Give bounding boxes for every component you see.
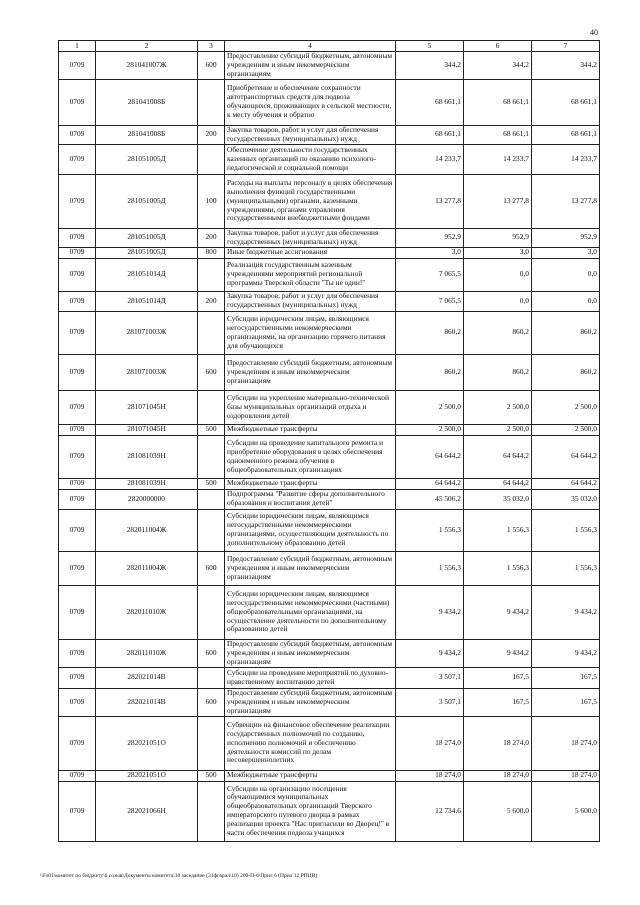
amount-col6-cell: 9 434,2 [464, 585, 532, 639]
expense-type-cell [198, 781, 225, 841]
amount-col6-cell: 3,0 [464, 247, 532, 258]
target-article-cell: 281051005Д [96, 228, 198, 247]
section-code-cell: 0709 [59, 478, 96, 489]
amount-col5-cell: 2 500,0 [396, 390, 464, 424]
expense-type-cell: 200 [198, 125, 225, 144]
section-code-cell: 0709 [59, 291, 96, 311]
amount-col7-cell: 64 644,2 [532, 478, 600, 489]
description-cell: Закупка товаров, работ и услуг для обеспечения государственных (муниципальных) нужд [225, 291, 396, 311]
section-code-cell: 0709 [59, 247, 96, 258]
table-row [59, 291, 600, 311]
amount-col5-cell: 3 507,1 [396, 667, 464, 688]
target-article-cell: 281041007Ж [96, 52, 198, 80]
section-code-cell: 0709 [59, 770, 96, 781]
header-col-5: 5 [396, 41, 464, 52]
description-cell: Субсидии юридическим лицам, являющимся негосударственными некоммерческими организациями, осуществляющим деятельность по дополнительному образованию детей [225, 509, 396, 551]
amount-col5-cell: 9 434,2 [396, 585, 464, 639]
description-cell: Приобретение и обеспечение сохранности автотранспортных средств для подвоза обучающихся, проживающих в сельской местности, к месту обучения и обратно [225, 79, 396, 125]
table-row [59, 509, 600, 551]
amount-col5-cell: 18 274,0 [396, 716, 464, 770]
expense-type-cell [198, 435, 225, 478]
section-code-cell: 0709 [59, 174, 96, 228]
expense-type-cell: 500 [198, 770, 225, 781]
amount-col6-cell: 952,9 [464, 228, 532, 247]
expense-type-cell: 600 [198, 551, 225, 585]
target-article-cell: 281051005Д [96, 144, 198, 174]
amount-col7-cell: 952,9 [532, 228, 600, 247]
amount-col7-cell: 0,0 [532, 258, 600, 291]
target-article-cell: 281041008Б [96, 79, 198, 125]
description-cell: Иные бюджетные ассигнования [225, 247, 396, 258]
amount-col5-cell: 952,9 [396, 228, 464, 247]
amount-col5-cell: 1 556,3 [396, 509, 464, 551]
section-code-cell: 0709 [59, 52, 96, 80]
amount-col6-cell: 0,0 [464, 291, 532, 311]
amount-col5-cell: 3 507,1 [396, 688, 464, 716]
amount-col6-cell: 68 661,1 [464, 79, 532, 125]
amount-col5-cell: 860,2 [396, 354, 464, 390]
description-cell: Предоставление субсидий бюджетным, автономным учреждениям и иным некоммерческим организациям [225, 52, 396, 80]
target-article-cell: 2820000000 [96, 489, 198, 509]
target-article-cell: 281081039Н [96, 478, 198, 489]
header-col-7: 7 [532, 41, 600, 52]
header-col-6: 6 [464, 41, 532, 52]
target-article-cell: 281081039Н [96, 435, 198, 478]
amount-col6-cell: 64 644,2 [464, 478, 532, 489]
target-article-cell: 281071045Н [96, 424, 198, 435]
section-code-cell: 0709 [59, 667, 96, 688]
expense-type-cell [198, 667, 225, 688]
expense-type-cell: 600 [198, 52, 225, 80]
amount-col7-cell: 5 600,0 [532, 781, 600, 841]
amount-col6-cell: 860,2 [464, 354, 532, 390]
amount-col7-cell: 167,5 [532, 688, 600, 716]
description-cell: Закупка товаров, работ и услуг для обеспечения государственных (муниципальных) нужд [225, 228, 396, 247]
section-code-cell: 0709 [59, 509, 96, 551]
amount-col5-cell: 68 661,1 [396, 125, 464, 144]
section-code-cell: 0709 [59, 258, 96, 291]
amount-col6-cell: 68 661,1 [464, 125, 532, 144]
target-article-cell: 282011010Ж [96, 639, 198, 667]
amount-col6-cell: 35 032,0 [464, 489, 532, 509]
section-code-cell: 0709 [59, 688, 96, 716]
expense-type-cell [198, 716, 225, 770]
expense-type-cell: 500 [198, 424, 225, 435]
amount-col5-cell: 7 065,5 [396, 258, 464, 291]
table-row [59, 435, 600, 478]
amount-col6-cell: 14 233,7 [464, 144, 532, 174]
description-cell: Межбюджетные трансферты [225, 424, 396, 435]
section-code-cell: 0709 [59, 354, 96, 390]
amount-col6-cell: 18 274,0 [464, 770, 532, 781]
amount-col6-cell: 344,2 [464, 52, 532, 80]
target-article-cell: 281071045Н [96, 390, 198, 424]
table-row [59, 144, 600, 174]
amount-col5-cell: 13 277,8 [396, 174, 464, 228]
target-article-cell: 282021066Н [96, 781, 198, 841]
amount-col7-cell: 9 434,2 [532, 639, 600, 667]
table-row [59, 52, 600, 80]
amount-col7-cell: 64 644,2 [532, 435, 600, 478]
target-article-cell: 282021014В [96, 667, 198, 688]
amount-col7-cell: 167,5 [532, 667, 600, 688]
amount-col6-cell: 18 274,0 [464, 716, 532, 770]
description-cell: Субсидии на проведение капитального ремонта и приобретение оборудования в целях обеспечения одноименного режима обучения в общеобразовательных организациях [225, 435, 396, 478]
description-cell: Субсидии на проведение мероприятий по духовно-нравственному воспитанию детей [225, 667, 396, 688]
table-row [59, 354, 600, 390]
amount-col7-cell: 9 434,2 [532, 585, 600, 639]
description-cell: Субсидии юридическим лицам, являющимся негосударственными некоммерческими (частными) общеобразовательными организациями, на осуществление деятельности по дополнительному образованию детей [225, 585, 396, 639]
amount-col7-cell: 344,2 [532, 52, 600, 80]
amount-col5-cell: 18 274,0 [396, 770, 464, 781]
amount-col6-cell: 2 500,0 [464, 390, 532, 424]
description-cell: Субвенции на финансовое обеспечение реализации государственных полномочий по созданию, исполнению полномочий и обеспечению деятельности комиссий по делам несовершеннолетних [225, 716, 396, 770]
amount-col7-cell: 68 661,1 [532, 79, 600, 125]
amount-col6-cell: 167,5 [464, 667, 532, 688]
amount-col5-cell: 2 500,0 [396, 424, 464, 435]
expense-type-cell [198, 311, 225, 354]
amount-col5-cell: 68 661,1 [396, 79, 464, 125]
file-path-footer: \\Fs01\комитет по бюджету\6 созыв\Документы комитета\10 заседание (31фгврал\10) 209-П-6\Прил 6 (Прил 12 РПЦВ) [40, 873, 318, 879]
target-article-cell: 281071003Ж [96, 311, 198, 354]
section-code-cell: 0709 [59, 716, 96, 770]
section-code-cell: 0709 [59, 311, 96, 354]
target-article-cell: 281051005Д [96, 174, 198, 228]
expense-type-cell: 600 [198, 688, 225, 716]
section-code-cell: 0709 [59, 639, 96, 667]
expense-type-cell [198, 79, 225, 125]
expense-type-cell [198, 144, 225, 174]
amount-col6-cell: 9 434,2 [464, 639, 532, 667]
expense-type-cell: 600 [198, 354, 225, 390]
table-row [59, 390, 600, 424]
description-cell: Межбюджетные трансферты [225, 478, 396, 489]
amount-col6-cell: 2 500,0 [464, 424, 532, 435]
target-article-cell: 282011010Ж [96, 585, 198, 639]
table-row [59, 770, 600, 781]
expense-type-cell [198, 509, 225, 551]
target-article-cell: 282021051О [96, 770, 198, 781]
section-code-cell: 0709 [59, 489, 96, 509]
target-article-cell: 282011004Ж [96, 551, 198, 585]
table-row [59, 667, 600, 688]
table-row [59, 478, 600, 489]
table-row [59, 247, 600, 258]
amount-col6-cell: 5 600,0 [464, 781, 532, 841]
amount-col5-cell: 7 065,5 [396, 291, 464, 311]
amount-col5-cell: 860,2 [396, 311, 464, 354]
amount-col6-cell: 1 556,3 [464, 509, 532, 551]
expense-type-cell: 800 [198, 247, 225, 258]
section-code-cell: 0709 [59, 424, 96, 435]
amount-col5-cell: 64 644,2 [396, 435, 464, 478]
target-article-cell: 281051014Д [96, 258, 198, 291]
description-cell: Предоставление субсидий бюджетным, автономным учреждениям и иным некоммерческим организациям [225, 551, 396, 585]
amount-col7-cell: 1 556,3 [532, 509, 600, 551]
section-code-cell: 0709 [59, 125, 96, 144]
amount-col5-cell: 344,2 [396, 52, 464, 80]
target-article-cell: 281071003Ж [96, 354, 198, 390]
amount-col7-cell: 35 032,0 [532, 489, 600, 509]
target-article-cell: 281051014Д [96, 291, 198, 311]
header-col-3: 3 [198, 41, 225, 52]
target-article-cell: 282021014В [96, 688, 198, 716]
target-article-cell: 281041008Б [96, 125, 198, 144]
description-cell: Субсидии на укрепление материально-технической базы муниципальных организаций отдыха и оздоровления детей [225, 390, 396, 424]
amount-col7-cell: 1 556,3 [532, 551, 600, 585]
expense-type-cell [198, 390, 225, 424]
table-row [59, 489, 600, 509]
amount-col5-cell: 9 434,2 [396, 639, 464, 667]
amount-col7-cell: 860,2 [532, 311, 600, 354]
table-row [59, 228, 600, 247]
header-col-2: 2 [96, 41, 198, 52]
amount-col5-cell: 3,0 [396, 247, 464, 258]
table-row [59, 424, 600, 435]
table-row [59, 688, 600, 716]
amount-col6-cell: 1 556,3 [464, 551, 532, 585]
header-col-1: 1 [59, 41, 96, 52]
table-body [59, 52, 600, 842]
amount-col6-cell: 13 277,8 [464, 174, 532, 228]
section-code-cell: 0709 [59, 228, 96, 247]
description-cell: Реализация государственным казенным учреждениями мероприятий региональной программы Тверской области "Ты не один!" [225, 258, 396, 291]
target-article-cell: 282011004Ж [96, 509, 198, 551]
table-header-row [59, 41, 600, 52]
section-code-cell: 0709 [59, 79, 96, 125]
amount-col6-cell: 860,2 [464, 311, 532, 354]
section-code-cell: 0709 [59, 585, 96, 639]
description-cell: Закупка товаров, работ и услуг для обеспечения государственных (муниципальных) нужд [225, 125, 396, 144]
description-cell: Расходы на выплаты персоналу в целях обеспечения выполнения функций государственными (муниципальными) органами, казенными учреждениями, органами управления государственными внебюджетными фондами [225, 174, 396, 228]
expense-type-cell: 500 [198, 478, 225, 489]
target-article-cell: 281051005Д [96, 247, 198, 258]
table-row [59, 174, 600, 228]
amount-col5-cell: 14 233,7 [396, 144, 464, 174]
table-row [59, 311, 600, 354]
expense-type-cell [198, 258, 225, 291]
amount-col5-cell: 1 556,3 [396, 551, 464, 585]
description-cell: Межбюджетные трансферты [225, 770, 396, 781]
description-cell: Предоставление субсидий бюджетным, автономным учреждениям и иным некоммерческим организациям [225, 688, 396, 716]
expense-type-cell: 200 [198, 228, 225, 247]
section-code-cell: 0709 [59, 551, 96, 585]
amount-col7-cell: 860,2 [532, 354, 600, 390]
amount-col6-cell: 167,5 [464, 688, 532, 716]
table-row [59, 551, 600, 585]
amount-col5-cell: 12 734,6 [396, 781, 464, 841]
amount-col7-cell: 2 500,0 [532, 424, 600, 435]
section-code-cell: 0709 [59, 390, 96, 424]
amount-col5-cell: 45 506,2 [396, 489, 464, 509]
table-row [59, 585, 600, 639]
section-code-cell: 0709 [59, 781, 96, 841]
amount-col7-cell: 13 277,8 [532, 174, 600, 228]
amount-col7-cell: 0,0 [532, 291, 600, 311]
amount-col7-cell: 2 500,0 [532, 390, 600, 424]
expense-type-cell: 100 [198, 174, 225, 228]
amount-col5-cell: 64 644,2 [396, 478, 464, 489]
description-cell: Подпрограмма "Развитие сферы дополнительного образования и воспитания детей" [225, 489, 396, 509]
expense-type-cell: 600 [198, 639, 225, 667]
amount-col7-cell: 18 274,0 [532, 770, 600, 781]
section-code-cell: 0709 [59, 144, 96, 174]
amount-col7-cell: 68 661,1 [532, 125, 600, 144]
table-row [59, 639, 600, 667]
expense-type-cell [198, 489, 225, 509]
table-row [59, 781, 600, 841]
expense-type-cell: 200 [198, 291, 225, 311]
description-cell: Обеспечение деятельности государственных казенных организаций по оказанию психолого-педагогической и социальной помощи [225, 144, 396, 174]
amount-col6-cell: 0,0 [464, 258, 532, 291]
section-code-cell: 0709 [59, 435, 96, 478]
table-row [59, 125, 600, 144]
description-cell: Предоставление субсидий бюджетным, автономным учреждениям и иным некоммерческим организациям [225, 354, 396, 390]
description-cell: Субсидии на организацию посещения обучающимися муниципальных общеобразовательных организаций Тверского императорского путевого дворца в рамках реализации проекта "Нас пригласили во Дворец!" в части обеспечения подвоза учащихся [225, 781, 396, 841]
description-cell: Субсидии юридическим лицам, являющимся негосударственными некоммерческими организациями, на организацию горячего питания для обучающихся [225, 311, 396, 354]
amount-col7-cell: 18 274,0 [532, 716, 600, 770]
page-number: 40 [590, 28, 598, 37]
amount-col7-cell: 14 233,7 [532, 144, 600, 174]
table-row [59, 79, 600, 125]
budget-table [58, 40, 600, 842]
target-article-cell: 282021051О [96, 716, 198, 770]
table-row [59, 258, 600, 291]
amount-col6-cell: 64 644,2 [464, 435, 532, 478]
table-row [59, 716, 600, 770]
expense-type-cell [198, 585, 225, 639]
amount-col7-cell: 3,0 [532, 247, 600, 258]
description-cell: Предоставление субсидий бюджетным, автономным учреждениям и иным некоммерческим организациям [225, 639, 396, 667]
header-col-4: 4 [225, 41, 396, 52]
